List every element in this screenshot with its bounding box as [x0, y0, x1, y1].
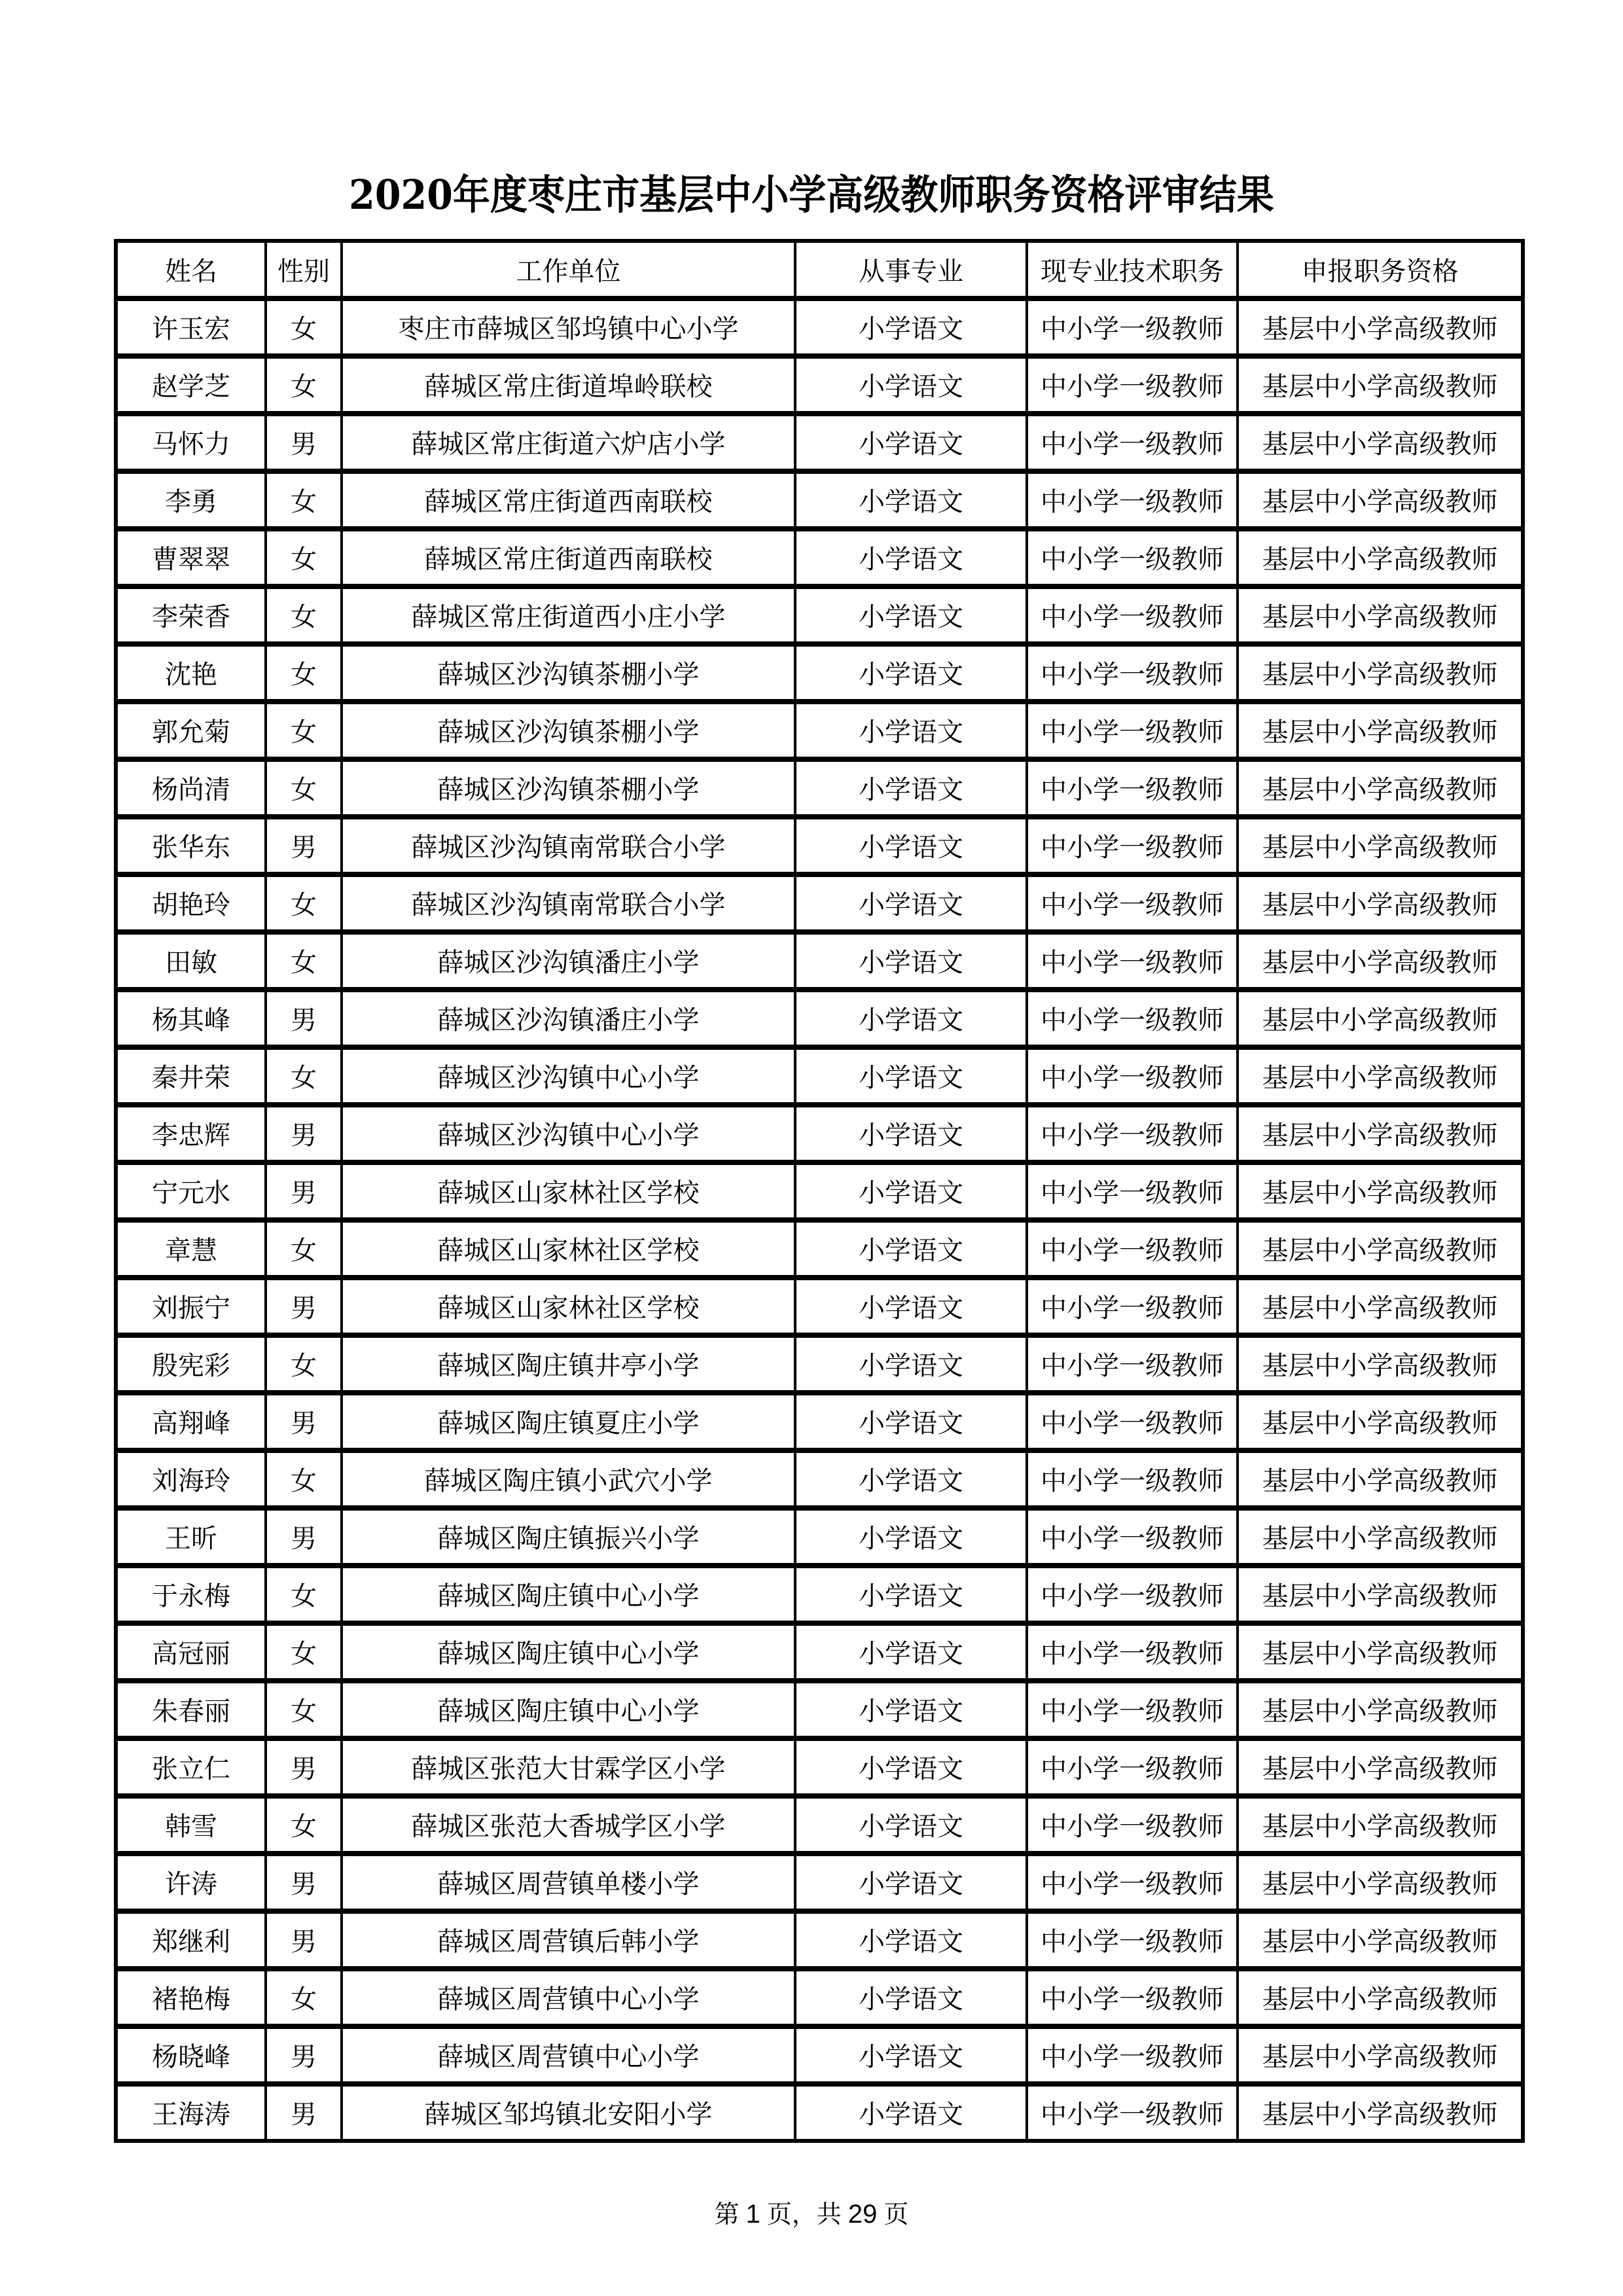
cell-major: 小学语文 — [795, 759, 1027, 817]
cell-gender: 男 — [266, 1854, 342, 1911]
cell-work-unit: 薛城区山家林社区学校 — [342, 1278, 795, 1335]
cell-name: 杨晓峰 — [116, 2026, 266, 2084]
cell-current-title: 中小学一级教师 — [1027, 1105, 1238, 1162]
page-title: 2020年度枣庄市基层中小学高级教师职务资格评审结果 — [349, 171, 1274, 219]
cell-current-title: 中小学一级教师 — [1027, 1508, 1238, 1566]
cell-name: 朱春丽 — [116, 1681, 266, 1738]
cell-applied-qualification: 基层中小学高级教师 — [1238, 2084, 1523, 2142]
footer-middle: 页，共 — [766, 2200, 842, 2229]
cell-current-title: 中小学一级教师 — [1027, 298, 1238, 356]
cell-work-unit: 薛城区陶庄镇中心小学 — [342, 1681, 795, 1738]
cell-gender: 女 — [266, 702, 342, 759]
table-row — [116, 759, 1523, 817]
cell-applied-qualification: 基层中小学高级教师 — [1238, 471, 1523, 529]
cell-major: 小学语文 — [795, 932, 1027, 990]
table-body — [116, 298, 1523, 2142]
current-page-number: 1 — [745, 2200, 760, 2229]
cell-current-title: 中小学一级教师 — [1027, 356, 1238, 414]
header-row — [116, 241, 1523, 298]
footer-prefix: 第 — [714, 2200, 740, 2229]
table-row — [116, 1796, 1523, 1854]
cell-gender: 女 — [266, 644, 342, 702]
cell-major: 小学语文 — [795, 471, 1027, 529]
cell-work-unit: 薛城区山家林社区学校 — [342, 1220, 795, 1278]
cell-gender: 女 — [266, 1047, 342, 1105]
header-applied-qualification: 申报职务资格 — [1238, 241, 1523, 298]
table-row — [116, 298, 1523, 356]
table-row — [116, 1681, 1523, 1738]
cell-gender: 女 — [266, 874, 342, 932]
cell-major: 小学语文 — [795, 644, 1027, 702]
cell-applied-qualification: 基层中小学高级教师 — [1238, 874, 1523, 932]
results-table — [114, 239, 1525, 2143]
cell-name: 张立仁 — [116, 1738, 266, 1796]
cell-work-unit: 薛城区周营镇中心小学 — [342, 2026, 795, 2084]
cell-name: 马怀力 — [116, 414, 266, 471]
cell-major: 小学语文 — [795, 1796, 1027, 1854]
table-row — [116, 1911, 1523, 1969]
cell-work-unit: 薛城区周营镇后韩小学 — [342, 1911, 795, 1969]
cell-current-title: 中小学一级教师 — [1027, 1854, 1238, 1911]
cell-gender: 女 — [266, 1796, 342, 1854]
cell-applied-qualification: 基层中小学高级教师 — [1238, 1220, 1523, 1278]
cell-major: 小学语文 — [795, 1738, 1027, 1796]
cell-applied-qualification: 基层中小学高级教师 — [1238, 356, 1523, 414]
cell-current-title: 中小学一级教师 — [1027, 1738, 1238, 1796]
cell-applied-qualification: 基层中小学高级教师 — [1238, 817, 1523, 874]
cell-name: 曹翠翠 — [116, 529, 266, 586]
cell-work-unit: 薛城区陶庄镇小武穴小学 — [342, 1450, 795, 1508]
table-row — [116, 414, 1523, 471]
table-header — [116, 241, 1523, 298]
cell-name: 郑继利 — [116, 1911, 266, 1969]
cell-gender: 女 — [266, 471, 342, 529]
cell-work-unit: 薛城区沙沟镇中心小学 — [342, 1105, 795, 1162]
cell-current-title: 中小学一级教师 — [1027, 1681, 1238, 1738]
cell-current-title: 中小学一级教师 — [1027, 1566, 1238, 1623]
table-row — [116, 1854, 1523, 1911]
cell-current-title: 中小学一级教师 — [1027, 1623, 1238, 1681]
cell-name: 宁元水 — [116, 1162, 266, 1220]
cell-name: 王昕 — [116, 1508, 266, 1566]
cell-name: 许涛 — [116, 1854, 266, 1911]
header-major: 从事专业 — [795, 241, 1027, 298]
cell-major: 小学语文 — [795, 1220, 1027, 1278]
cell-gender: 女 — [266, 586, 342, 644]
cell-major: 小学语文 — [795, 1162, 1027, 1220]
cell-major: 小学语文 — [795, 1623, 1027, 1681]
table-row — [116, 1393, 1523, 1450]
cell-gender: 男 — [266, 990, 342, 1047]
table-row — [116, 990, 1523, 1047]
cell-applied-qualification: 基层中小学高级教师 — [1238, 644, 1523, 702]
cell-work-unit: 薛城区沙沟镇南常联合小学 — [342, 817, 795, 874]
cell-major: 小学语文 — [795, 1969, 1027, 2026]
cell-applied-qualification: 基层中小学高级教师 — [1238, 1854, 1523, 1911]
header-gender: 性别 — [266, 241, 342, 298]
table-row — [116, 529, 1523, 586]
cell-name: 高冠丽 — [116, 1623, 266, 1681]
cell-gender: 男 — [266, 414, 342, 471]
cell-gender: 女 — [266, 356, 342, 414]
table-row — [116, 1162, 1523, 1220]
cell-applied-qualification: 基层中小学高级教师 — [1238, 1566, 1523, 1623]
cell-work-unit: 薛城区陶庄镇振兴小学 — [342, 1508, 795, 1566]
cell-gender: 男 — [266, 2084, 342, 2142]
cell-major: 小学语文 — [795, 1911, 1027, 1969]
cell-name: 田敏 — [116, 932, 266, 990]
cell-current-title: 中小学一级教师 — [1027, 586, 1238, 644]
cell-applied-qualification: 基层中小学高级教师 — [1238, 529, 1523, 586]
cell-work-unit: 薛城区陶庄镇井亭小学 — [342, 1335, 795, 1393]
cell-name: 张华东 — [116, 817, 266, 874]
cell-work-unit: 薛城区陶庄镇中心小学 — [342, 1623, 795, 1681]
cell-work-unit: 薛城区沙沟镇茶棚小学 — [342, 702, 795, 759]
cell-name: 郭允菊 — [116, 702, 266, 759]
cell-work-unit: 枣庄市薛城区邹坞镇中心小学 — [342, 298, 795, 356]
cell-name: 秦井荣 — [116, 1047, 266, 1105]
cell-work-unit: 薛城区张范大香城学区小学 — [342, 1796, 795, 1854]
cell-current-title: 中小学一级教师 — [1027, 1047, 1238, 1105]
cell-current-title: 中小学一级教师 — [1027, 874, 1238, 932]
cell-name: 李忠辉 — [116, 1105, 266, 1162]
cell-applied-qualification: 基层中小学高级教师 — [1238, 1393, 1523, 1450]
cell-work-unit: 薛城区沙沟镇中心小学 — [342, 1047, 795, 1105]
cell-applied-qualification: 基层中小学高级教师 — [1238, 759, 1523, 817]
cell-applied-qualification: 基层中小学高级教师 — [1238, 414, 1523, 471]
cell-gender: 女 — [266, 1566, 342, 1623]
cell-work-unit: 薛城区陶庄镇夏庄小学 — [342, 1393, 795, 1450]
cell-work-unit: 薛城区陶庄镇中心小学 — [342, 1566, 795, 1623]
cell-name: 高翔峰 — [116, 1393, 266, 1450]
cell-name: 李荣香 — [116, 586, 266, 644]
cell-name: 章慧 — [116, 1220, 266, 1278]
table-row — [116, 356, 1523, 414]
cell-major: 小学语文 — [795, 298, 1027, 356]
cell-name: 刘海玲 — [116, 1450, 266, 1508]
total-pages-number: 29 — [847, 2200, 878, 2229]
cell-applied-qualification: 基层中小学高级教师 — [1238, 1047, 1523, 1105]
cell-applied-qualification: 基层中小学高级教师 — [1238, 1911, 1523, 1969]
cell-current-title: 中小学一级教师 — [1027, 644, 1238, 702]
cell-work-unit: 薛城区沙沟镇潘庄小学 — [342, 932, 795, 990]
cell-current-title: 中小学一级教师 — [1027, 817, 1238, 874]
cell-applied-qualification: 基层中小学高级教师 — [1238, 1623, 1523, 1681]
cell-major: 小学语文 — [795, 1335, 1027, 1393]
cell-applied-qualification: 基层中小学高级教师 — [1238, 586, 1523, 644]
cell-gender: 女 — [266, 1450, 342, 1508]
cell-major: 小学语文 — [795, 990, 1027, 1047]
cell-major: 小学语文 — [795, 1393, 1027, 1450]
cell-applied-qualification: 基层中小学高级教师 — [1238, 1681, 1523, 1738]
table-row — [116, 1566, 1523, 1623]
cell-current-title: 中小学一级教师 — [1027, 1220, 1238, 1278]
table-row — [116, 1623, 1523, 1681]
cell-current-title: 中小学一级教师 — [1027, 1796, 1238, 1854]
footer-suffix: 页 — [883, 2200, 909, 2229]
table-row — [116, 1278, 1523, 1335]
cell-current-title: 中小学一级教师 — [1027, 1969, 1238, 2026]
table-row — [116, 2084, 1523, 2142]
cell-work-unit: 薛城区常庄街道六炉店小学 — [342, 414, 795, 471]
cell-gender: 男 — [266, 2026, 342, 2084]
cell-current-title: 中小学一级教师 — [1027, 471, 1238, 529]
cell-major: 小学语文 — [795, 1681, 1027, 1738]
cell-gender: 男 — [266, 1508, 342, 1566]
table-row — [116, 1508, 1523, 1566]
cell-name: 韩雪 — [116, 1796, 266, 1854]
cell-applied-qualification: 基层中小学高级教师 — [1238, 298, 1523, 356]
cell-gender: 男 — [266, 1162, 342, 1220]
table-row — [116, 1220, 1523, 1278]
cell-applied-qualification: 基层中小学高级教师 — [1238, 1162, 1523, 1220]
cell-name: 于永梅 — [116, 1566, 266, 1623]
header-work-unit: 工作单位 — [342, 241, 795, 298]
cell-gender: 男 — [266, 817, 342, 874]
cell-major: 小学语文 — [795, 1508, 1027, 1566]
cell-gender: 女 — [266, 529, 342, 586]
cell-major: 小学语文 — [795, 2026, 1027, 2084]
cell-current-title: 中小学一级教师 — [1027, 1911, 1238, 1969]
cell-current-title: 中小学一级教师 — [1027, 1278, 1238, 1335]
cell-gender: 男 — [266, 1278, 342, 1335]
table-row — [116, 702, 1523, 759]
cell-gender: 男 — [266, 1105, 342, 1162]
cell-name: 胡艳玲 — [116, 874, 266, 932]
header-name: 姓名 — [116, 241, 266, 298]
cell-applied-qualification: 基层中小学高级教师 — [1238, 1796, 1523, 1854]
cell-gender: 女 — [266, 298, 342, 356]
cell-gender: 女 — [266, 1335, 342, 1393]
cell-applied-qualification: 基层中小学高级教师 — [1238, 1335, 1523, 1393]
cell-current-title: 中小学一级教师 — [1027, 2026, 1238, 2084]
cell-current-title: 中小学一级教师 — [1027, 990, 1238, 1047]
cell-work-unit: 薛城区邹坞镇北安阳小学 — [342, 2084, 795, 2142]
cell-current-title: 中小学一级教师 — [1027, 414, 1238, 471]
cell-name: 许玉宏 — [116, 298, 266, 356]
cell-work-unit: 薛城区沙沟镇潘庄小学 — [342, 990, 795, 1047]
cell-name: 杨尚清 — [116, 759, 266, 817]
cell-major: 小学语文 — [795, 874, 1027, 932]
cell-gender: 女 — [266, 1969, 342, 2026]
cell-major: 小学语文 — [795, 1278, 1027, 1335]
cell-name: 李勇 — [116, 471, 266, 529]
cell-major: 小学语文 — [795, 356, 1027, 414]
cell-major: 小学语文 — [795, 2084, 1027, 2142]
cell-major: 小学语文 — [795, 529, 1027, 586]
cell-applied-qualification: 基层中小学高级教师 — [1238, 1278, 1523, 1335]
cell-current-title: 中小学一级教师 — [1027, 932, 1238, 990]
table-row — [116, 586, 1523, 644]
table-row — [116, 1738, 1523, 1796]
cell-name: 刘振宁 — [116, 1278, 266, 1335]
cell-gender: 男 — [266, 1393, 342, 1450]
table-row — [116, 1450, 1523, 1508]
table-row — [116, 2026, 1523, 2084]
cell-gender: 男 — [266, 1738, 342, 1796]
cell-current-title: 中小学一级教师 — [1027, 1450, 1238, 1508]
table-row — [116, 1969, 1523, 2026]
cell-applied-qualification: 基层中小学高级教师 — [1238, 932, 1523, 990]
cell-gender: 女 — [266, 1220, 342, 1278]
cell-major: 小学语文 — [795, 1450, 1027, 1508]
cell-major: 小学语文 — [795, 702, 1027, 759]
cell-work-unit: 薛城区常庄街道西南联校 — [342, 471, 795, 529]
table-row — [116, 874, 1523, 932]
cell-work-unit: 薛城区沙沟镇茶棚小学 — [342, 644, 795, 702]
cell-name: 褚艳梅 — [116, 1969, 266, 2026]
cell-major: 小学语文 — [795, 817, 1027, 874]
cell-current-title: 中小学一级教师 — [1027, 1162, 1238, 1220]
cell-gender: 男 — [266, 1911, 342, 1969]
cell-work-unit: 薛城区周营镇中心小学 — [342, 1969, 795, 2026]
cell-name: 沈艳 — [116, 644, 266, 702]
cell-applied-qualification: 基层中小学高级教师 — [1238, 990, 1523, 1047]
cell-major: 小学语文 — [795, 1566, 1027, 1623]
cell-name: 杨其峰 — [116, 990, 266, 1047]
cell-applied-qualification: 基层中小学高级教师 — [1238, 1738, 1523, 1796]
table-row — [116, 817, 1523, 874]
table-row — [116, 1335, 1523, 1393]
cell-work-unit: 薛城区沙沟镇茶棚小学 — [342, 759, 795, 817]
cell-major: 小学语文 — [795, 1105, 1027, 1162]
cell-current-title: 中小学一级教师 — [1027, 529, 1238, 586]
cell-applied-qualification: 基层中小学高级教师 — [1238, 1450, 1523, 1508]
table-row — [116, 1047, 1523, 1105]
cell-gender: 女 — [266, 759, 342, 817]
cell-current-title: 中小学一级教师 — [1027, 759, 1238, 817]
table-row — [116, 932, 1523, 990]
cell-work-unit: 薛城区常庄街道西小庄小学 — [342, 586, 795, 644]
cell-current-title: 中小学一级教师 — [1027, 2084, 1238, 2142]
cell-major: 小学语文 — [795, 1854, 1027, 1911]
cell-name: 王海涛 — [116, 2084, 266, 2142]
cell-gender: 女 — [266, 1623, 342, 1681]
cell-applied-qualification: 基层中小学高级教师 — [1238, 1969, 1523, 2026]
cell-current-title: 中小学一级教师 — [1027, 1335, 1238, 1393]
cell-current-title: 中小学一级教师 — [1027, 1393, 1238, 1450]
cell-name: 殷宪彩 — [116, 1335, 266, 1393]
cell-work-unit: 薛城区常庄街道埠岭联校 — [342, 356, 795, 414]
cell-work-unit: 薛城区常庄街道西南联校 — [342, 529, 795, 586]
cell-work-unit: 薛城区沙沟镇南常联合小学 — [342, 874, 795, 932]
table-row — [116, 471, 1523, 529]
page-footer — [0, 2198, 1623, 2231]
cell-applied-qualification: 基层中小学高级教师 — [1238, 1105, 1523, 1162]
cell-gender: 女 — [266, 932, 342, 990]
cell-work-unit: 薛城区周营镇单楼小学 — [342, 1854, 795, 1911]
cell-applied-qualification: 基层中小学高级教师 — [1238, 1508, 1523, 1566]
cell-work-unit: 薛城区山家林社区学校 — [342, 1162, 795, 1220]
header-current-title: 现专业技术职务 — [1027, 241, 1238, 298]
table-row — [116, 644, 1523, 702]
cell-work-unit: 薛城区张范大甘霖学区小学 — [342, 1738, 795, 1796]
cell-gender: 女 — [266, 1681, 342, 1738]
cell-major: 小学语文 — [795, 1047, 1027, 1105]
cell-applied-qualification: 基层中小学高级教师 — [1238, 702, 1523, 759]
table-row — [116, 1105, 1523, 1162]
cell-applied-qualification: 基层中小学高级教师 — [1238, 2026, 1523, 2084]
cell-current-title: 中小学一级教师 — [1027, 702, 1238, 759]
cell-major: 小学语文 — [795, 414, 1027, 471]
cell-name: 赵学芝 — [116, 356, 266, 414]
cell-major: 小学语文 — [795, 586, 1027, 644]
